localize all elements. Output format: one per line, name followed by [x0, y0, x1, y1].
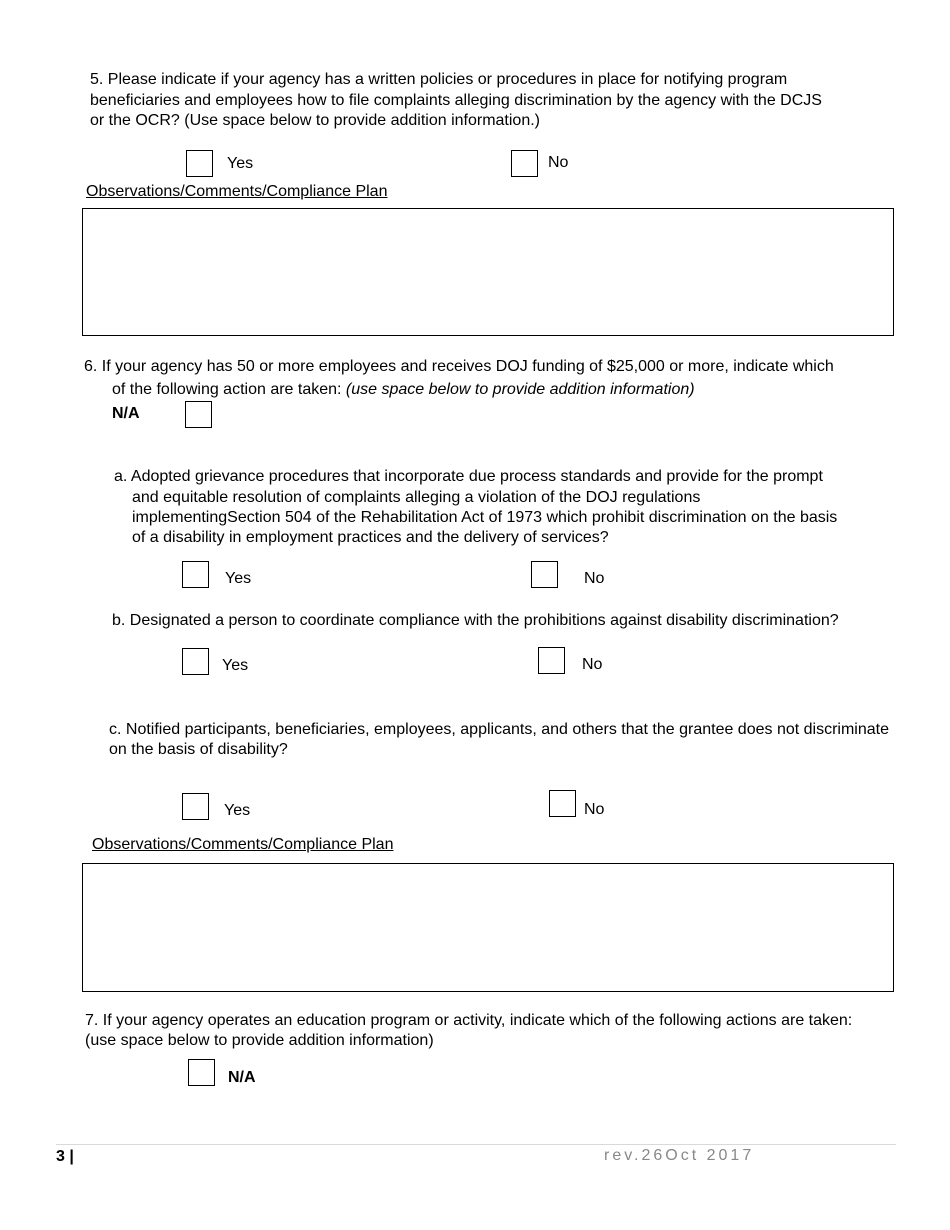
q5-text-line-3: or the OCR? (Use space below to provide addition information.): [90, 112, 540, 129]
q6-text-line-2-plain: of the following action are taken:: [112, 381, 346, 398]
q6b-no-checkbox[interactable]: [538, 647, 565, 674]
q6-text-line-2: [112, 380, 695, 400]
q6-text-line-1: 6. If your agency has 50 or more employees and receives DOJ funding of $25,000 or more, indicate which: [84, 358, 834, 375]
q6b-yes-label: Yes: [222, 657, 249, 674]
q6a-no-checkbox[interactable]: [531, 561, 558, 588]
q6a-text-line-1: a. Adopted grievance procedures that incorporate due process standards and provide for the prompt: [114, 468, 823, 485]
q5-yes-label: Yes: [227, 155, 254, 172]
q6c-text-line-2: on the basis of disability?: [109, 741, 288, 758]
q5-text-line-2: beneficiaries and employees how to file complaints alleging discrimination by the agency with the DCJS: [90, 92, 822, 109]
q5-no-checkbox[interactable]: [511, 150, 538, 177]
q6a-no-label: No: [584, 570, 605, 587]
q6c-yes-label: Yes: [224, 802, 251, 819]
q7-text-line-2: (use space below to provide addition information): [85, 1032, 434, 1049]
page-number: 3 |: [56, 1148, 74, 1165]
q6a-text-line-3: implementingSection 504 of the Rehabilitation Act of 1973 which prohibit discrimination on the basis: [132, 509, 838, 526]
q5-comments-heading: Observations/Comments/Compliance Plan: [86, 183, 388, 200]
q6b-yes-checkbox[interactable]: [182, 648, 209, 675]
q6-na-label: N/A: [112, 405, 140, 422]
q6a-yes-checkbox[interactable]: [182, 561, 209, 588]
q6-text-line-2-italic: (use space below to provide addition information): [345, 381, 695, 398]
q6-comments-heading: Observations/Comments/Compliance Plan: [92, 836, 394, 853]
q6a-text-line-2: and equitable resolution of complaints alleging a violation of the DOJ regulations: [132, 489, 701, 506]
q6-na-checkbox[interactable]: [185, 401, 212, 428]
q5-comments-field[interactable]: [82, 208, 894, 336]
revision-date: rev.26Oct 2017: [604, 1147, 755, 1164]
q6c-no-label: No: [584, 801, 605, 818]
q5-no-label: No: [548, 154, 569, 171]
q6c-no-checkbox[interactable]: [549, 790, 576, 817]
q6c-text-line-1: c. Notified participants, beneficiaries, employees, applicants, and others that the grantee does not discriminate: [109, 721, 889, 738]
q6b-no-label: No: [582, 656, 603, 673]
q6-comments-field[interactable]: [82, 863, 894, 992]
q5-text-line-1: 5. Please indicate if your agency has a written policies or procedures in place for notifying program: [90, 71, 788, 88]
q7-text-line-1: 7. If your agency operates an education program or activity, indicate which of the following actions are taken:: [85, 1012, 853, 1029]
q7-na-checkbox[interactable]: [188, 1059, 215, 1086]
footer-divider: [56, 1144, 896, 1145]
q5-yes-checkbox[interactable]: [186, 150, 213, 177]
q6c-yes-checkbox[interactable]: [182, 793, 209, 820]
q6a-yes-label: Yes: [225, 570, 252, 587]
q6b-text-line-1: b. Designated a person to coordinate compliance with the prohibitions against disability discrimination?: [112, 612, 839, 629]
q6a-text-line-4: of a disability in employment practices and the delivery of services?: [132, 529, 609, 546]
q7-na-label: N/A: [228, 1069, 256, 1086]
